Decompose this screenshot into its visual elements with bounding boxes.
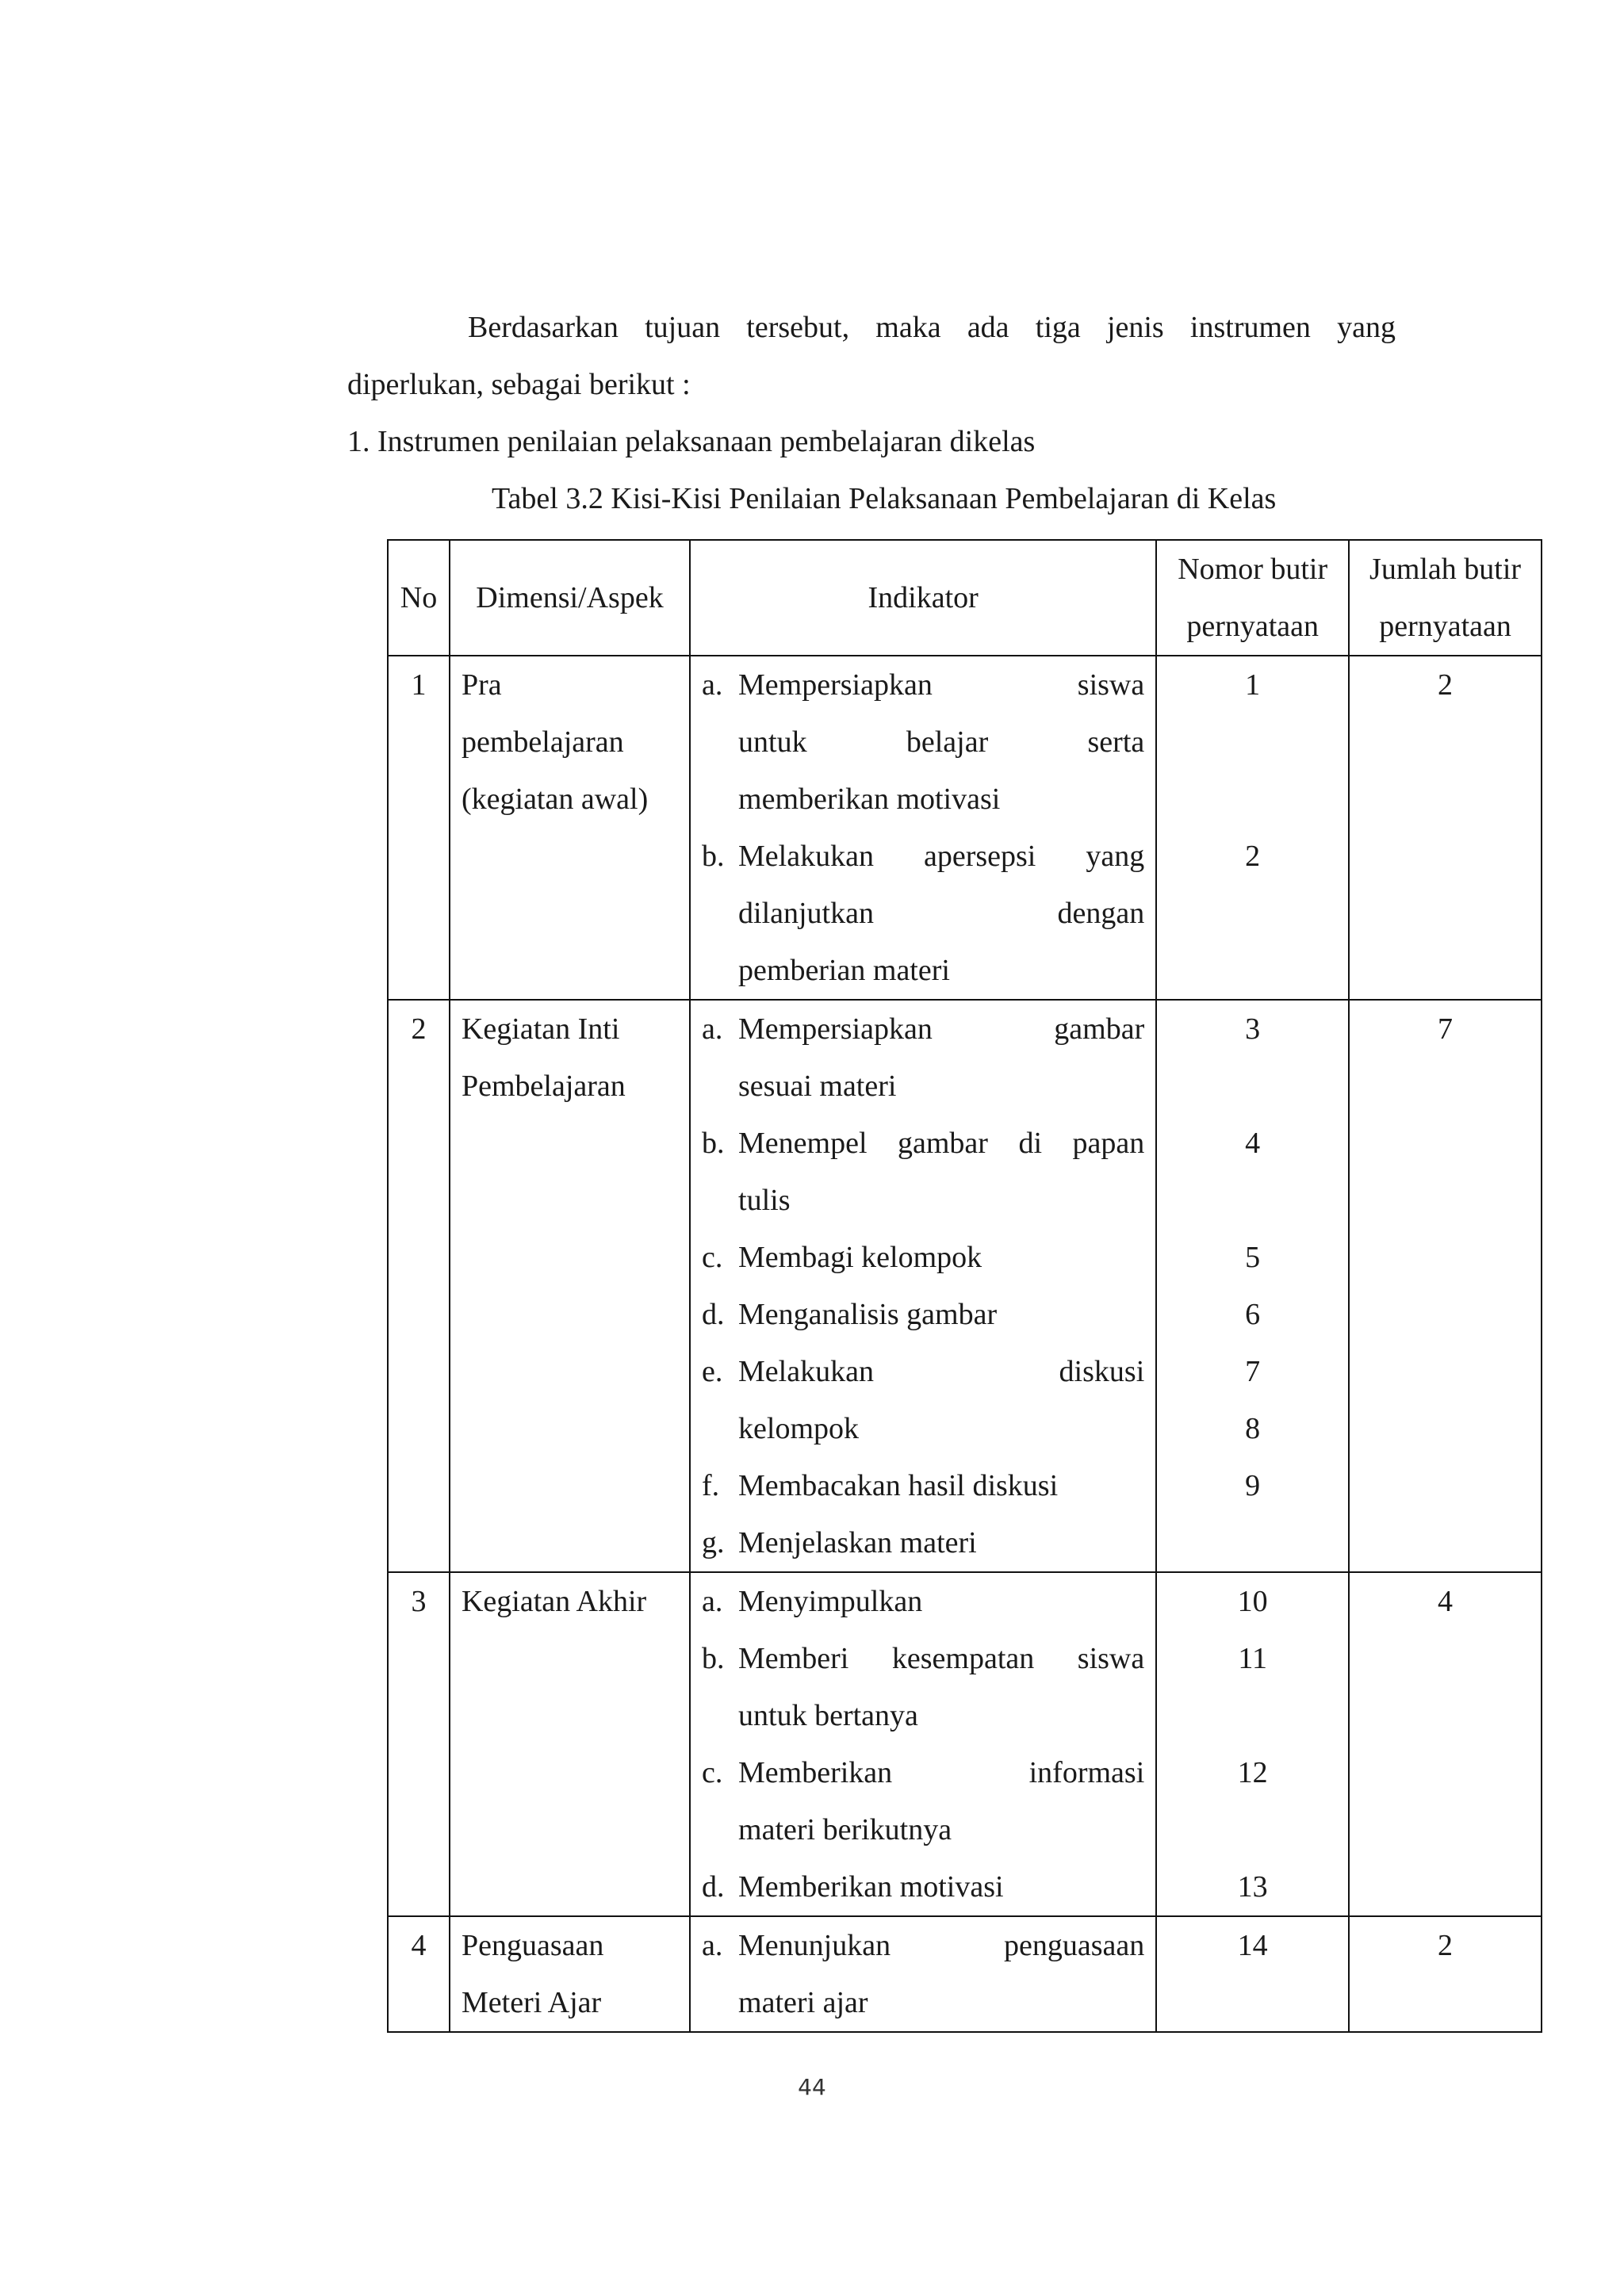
indikator-item xyxy=(702,1286,1144,1343)
table-row xyxy=(388,1000,1542,1572)
indikator-item xyxy=(702,1917,1144,2031)
cell-nomor-butir xyxy=(1156,1572,1349,1916)
page-number: 44 xyxy=(798,2074,826,2100)
header-nomor-line1: Nomor butir xyxy=(1178,553,1328,586)
indikator-letter: d. xyxy=(702,1870,725,1904)
indikator-line: sesuai materi xyxy=(738,1070,897,1103)
indikator-line: Membagi kelompok xyxy=(738,1241,982,1274)
dimensi-line: Pra xyxy=(461,668,502,702)
header-jumlah-line1: Jumlah butir xyxy=(1369,553,1522,586)
table-row xyxy=(388,1572,1542,1916)
indikator-line: Menyimpulkan xyxy=(738,1585,923,1618)
cell-indikator xyxy=(690,1572,1156,1916)
indikator-text xyxy=(738,1229,1144,1286)
nomor-value: 7 xyxy=(1245,1355,1261,1388)
cell-nomor-butir xyxy=(1156,656,1349,1000)
nomor-value xyxy=(1168,1974,1337,2031)
cell-dimensi xyxy=(450,1916,690,2032)
dimensi-line: pembelajaran xyxy=(461,725,624,759)
indikator-line: Membacakan hasil diskusi xyxy=(738,1469,1059,1502)
dimensi-line: Meteri Ajar xyxy=(461,1986,602,2019)
indikator-text xyxy=(738,1115,1144,1229)
list-item-1: 1. Instrumen penilaian pelaksanaan pembelajaran dikelas xyxy=(347,425,1036,458)
kisi-kisi-table xyxy=(387,539,1542,2033)
cell-dimensi xyxy=(450,1000,690,1572)
indikator-letter: a. xyxy=(702,1012,723,1046)
nomor-value: 8 xyxy=(1245,1412,1261,1445)
indikator-text xyxy=(738,1630,1144,1744)
nomor-value: 4 xyxy=(1245,1127,1261,1160)
indikator-line: materi berikutnya xyxy=(738,1813,952,1846)
indikator-line: dilanjutkan dengan xyxy=(738,897,1145,930)
indikator-letter: e. xyxy=(702,1355,723,1388)
cell-nomor-butir xyxy=(1156,1000,1349,1572)
nomor-value: 11 xyxy=(1238,1642,1267,1675)
indikator-line: Memberikan motivasi xyxy=(738,1870,1004,1904)
cell-jumlah-butir: 2 xyxy=(1349,656,1542,1000)
cell-no: 2 xyxy=(388,1000,450,1572)
table-body xyxy=(388,656,1542,2032)
indikator-letter: d. xyxy=(702,1298,725,1331)
dimensi-line: Penguasaan xyxy=(461,1929,604,1962)
indikator-letter: b. xyxy=(702,1642,725,1675)
nomor-value: 9 xyxy=(1245,1469,1261,1502)
table-row xyxy=(388,656,1542,1000)
indikator-text xyxy=(738,1286,1144,1343)
nomor-value xyxy=(1168,771,1337,828)
nomor-value: 13 xyxy=(1237,1870,1268,1904)
indikator-text xyxy=(738,828,1144,999)
intro-paragraph-line1: Berdasarkan tujuan tersebut, maka ada tiga jenis instrumen yang xyxy=(468,311,1396,344)
header-dimensi: Dimensi/Aspek xyxy=(450,540,690,656)
nomor-value xyxy=(1168,1687,1337,1744)
indikator-line: kelompok xyxy=(738,1412,859,1445)
indikator-text xyxy=(738,1858,1144,1915)
dimensi-line: Kegiatan Akhir xyxy=(461,1585,647,1618)
dimensi-line: (kegiatan awal) xyxy=(461,783,649,816)
nomor-value: 6 xyxy=(1245,1298,1261,1331)
header-nomor-line2: pernyataan xyxy=(1186,610,1320,643)
nomor-value: 5 xyxy=(1245,1241,1261,1274)
nomor-value: 3 xyxy=(1245,1012,1261,1046)
cell-jumlah-butir: 4 xyxy=(1349,1572,1542,1916)
indikator-text xyxy=(738,1917,1144,2031)
indikator-text xyxy=(738,656,1144,828)
nomor-value xyxy=(1168,714,1337,771)
indikator-text xyxy=(738,1514,1144,1571)
dimensi-line: Pembelajaran xyxy=(461,1070,626,1103)
indikator-item xyxy=(702,1457,1144,1514)
indikator-letter: b. xyxy=(702,1127,725,1160)
nomor-value: 12 xyxy=(1237,1756,1268,1789)
indikator-line: materi ajar xyxy=(738,1986,868,2019)
nomor-value xyxy=(1168,1058,1337,1115)
indikator-line: Mempersiapkan gambar xyxy=(738,1012,1145,1046)
indikator-item xyxy=(702,1858,1144,1915)
nomor-value xyxy=(1168,1514,1337,1571)
dimensi-line: Kegiatan Inti xyxy=(461,1012,620,1046)
indikator-line: untuk belajar serta xyxy=(738,725,1145,759)
table-row xyxy=(388,1916,1542,2032)
indikator-text xyxy=(738,1001,1144,1115)
indikator-item xyxy=(702,1514,1144,1571)
nomor-value: 14 xyxy=(1237,1929,1268,1962)
indikator-line: Menempel gambar di papan xyxy=(738,1127,1145,1160)
indikator-letter: f. xyxy=(702,1469,720,1502)
cell-no: 3 xyxy=(388,1572,450,1916)
indikator-item xyxy=(702,828,1144,999)
indikator-line: Menunjukan penguasaan xyxy=(738,1929,1145,1962)
cell-dimensi xyxy=(450,656,690,1000)
table-header-row xyxy=(388,540,1542,656)
indikator-letter: b. xyxy=(702,840,725,873)
indikator-item xyxy=(702,1343,1144,1457)
header-no: No xyxy=(388,540,450,656)
header-jumlah-butir xyxy=(1349,540,1542,656)
indikator-line: untuk bertanya xyxy=(738,1699,918,1732)
indikator-text xyxy=(738,1573,1144,1630)
header-jumlah-line2: pernyataan xyxy=(1379,610,1511,643)
nomor-value xyxy=(1168,1801,1337,1858)
nomor-value: 2 xyxy=(1245,840,1261,873)
indikator-line: Menganalisis gambar xyxy=(738,1298,998,1331)
indikator-item xyxy=(702,1001,1144,1115)
indikator-line: Memberi kesempatan siswa xyxy=(738,1642,1145,1675)
indikator-text xyxy=(738,1457,1144,1514)
indikator-item xyxy=(702,1744,1144,1858)
indikator-line: pemberian materi xyxy=(738,954,950,987)
indikator-letter: c. xyxy=(702,1241,723,1274)
indikator-letter: g. xyxy=(702,1526,725,1559)
nomor-value xyxy=(1168,885,1337,942)
indikator-item xyxy=(702,1630,1144,1744)
cell-no: 1 xyxy=(388,656,450,1000)
indikator-line: memberikan motivasi xyxy=(738,783,1001,816)
cell-indikator xyxy=(690,1916,1156,2032)
cell-no: 4 xyxy=(388,1916,450,2032)
indikator-line: tulis xyxy=(738,1184,791,1217)
cell-nomor-butir xyxy=(1156,1916,1349,2032)
indikator-line: Mempersiapkan siswa xyxy=(738,668,1145,702)
header-indikator: Indikator xyxy=(690,540,1156,656)
indikator-text xyxy=(738,1744,1144,1858)
indikator-letter: a. xyxy=(702,1929,723,1962)
indikator-item xyxy=(702,1573,1144,1630)
cell-dimensi xyxy=(450,1572,690,1916)
cell-jumlah-butir: 7 xyxy=(1349,1000,1542,1572)
nomor-value xyxy=(1168,1172,1337,1229)
header-nomor-butir xyxy=(1156,540,1349,656)
indikator-item xyxy=(702,1115,1144,1229)
indikator-line: Memberikan informasi xyxy=(738,1756,1145,1789)
indikator-item xyxy=(702,656,1144,828)
indikator-item xyxy=(702,1229,1144,1286)
indikator-line: Menjelaskan materi xyxy=(738,1526,977,1559)
indikator-letter: c. xyxy=(702,1756,723,1789)
table-caption: Tabel 3.2 Kisi-Kisi Penilaian Pelaksanaan Pembelajaran di Kelas xyxy=(492,482,1277,515)
intro-paragraph-line2: diperlukan, sebagai berikut : xyxy=(347,368,691,401)
nomor-value: 1 xyxy=(1245,668,1261,702)
cell-indikator xyxy=(690,656,1156,1000)
nomor-value xyxy=(1168,942,1337,999)
indikator-text xyxy=(738,1343,1144,1457)
indikator-line: Melakukan diskusi xyxy=(738,1355,1145,1388)
nomor-value: 10 xyxy=(1237,1585,1268,1618)
cell-jumlah-butir: 2 xyxy=(1349,1916,1542,2032)
indikator-line: Melakukan apersepsi yang xyxy=(738,840,1145,873)
cell-indikator xyxy=(690,1000,1156,1572)
indikator-letter: a. xyxy=(702,668,723,702)
indikator-letter: a. xyxy=(702,1585,723,1618)
